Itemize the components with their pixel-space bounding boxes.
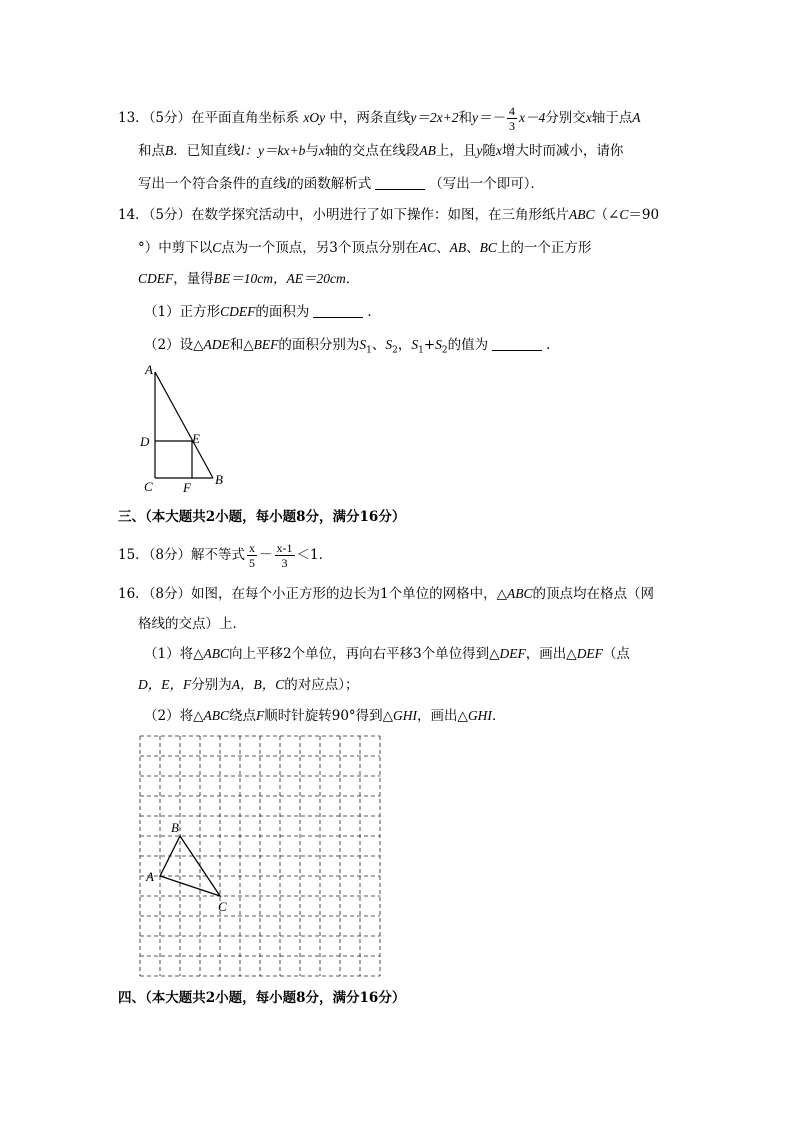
grid-label-c: C — [218, 899, 227, 914]
answer-blank[interactable] — [313, 303, 363, 318]
segment-ab: AB — [419, 143, 436, 158]
q13-fraction — [507, 104, 517, 133]
q16-text: （2）将△ — [144, 708, 204, 724]
triangle-abc: ABC — [203, 646, 229, 661]
var-y: y — [476, 143, 483, 158]
point-a: A — [632, 110, 641, 125]
q15-minus: － — [259, 547, 273, 563]
q13-text: 增大时而减小，请你 — [501, 143, 624, 159]
q16-grid-figure — [130, 730, 390, 980]
q14-text: 和△ — [229, 337, 254, 353]
q14-sub2 — [144, 335, 560, 361]
label-b: B — [215, 472, 223, 487]
grid-label-a: A — [146, 869, 154, 884]
q13-text: 在平面直角坐标系 — [191, 110, 300, 126]
triangle-abc: ABC — [507, 586, 533, 601]
q15-line — [118, 540, 332, 570]
q14-line2 — [138, 238, 591, 258]
label-c: C — [144, 479, 153, 494]
segment-ae: AE — [286, 271, 303, 286]
section-3-title: 三、（本大题共2小题，每小题8分，满分16分） — [118, 509, 406, 525]
triangle-def: DEF — [576, 646, 603, 661]
q16-sub2 — [144, 706, 505, 726]
q13-line2-eq-suffix: x－4 — [518, 110, 546, 125]
q14-value: ＝20cm． — [303, 271, 360, 286]
q16-text: ，画出△ — [525, 646, 577, 662]
q13-text: 上，且 — [435, 143, 477, 159]
var-s: S — [359, 337, 367, 352]
q14-text: ． — [546, 337, 560, 353]
label-d: D — [140, 434, 150, 449]
q16-sub1 — [144, 644, 630, 664]
q15-rhs: ＜1． — [296, 547, 333, 563]
q14-sub1 — [144, 302, 381, 322]
triangle-bef: BEF — [253, 337, 279, 352]
var-l: l — [286, 176, 291, 191]
q13-line1 — [118, 104, 640, 133]
triangle-ghi: GHI — [467, 708, 492, 723]
var-s: S — [435, 337, 442, 352]
q16-text: 顺时针旋转90°得到△ — [264, 708, 394, 724]
q13-text: ．已知直线 — [173, 143, 241, 159]
q13-text: 分别交 — [545, 110, 586, 126]
segment-bc: BC — [479, 240, 497, 255]
var-l: l： — [240, 143, 259, 158]
segment-ac: AC — [418, 240, 437, 255]
q14-text: 、 — [436, 240, 450, 256]
q16-text: 分别为 — [191, 677, 232, 693]
q14-line1 — [118, 205, 659, 225]
frac-den: 3 — [281, 556, 288, 570]
q13-text: 与 — [305, 143, 319, 159]
q13-line3 — [138, 174, 544, 194]
q16-text: ，画出△ — [417, 708, 468, 724]
q13-text: （写出一个即可）． — [429, 176, 545, 192]
q16-text: （1）将△ — [144, 646, 204, 662]
q13-line2-eq: y＝－ — [471, 110, 505, 125]
q14-text: 的面积分别为 — [278, 337, 360, 353]
triangle-def: DEF — [499, 646, 526, 661]
q16-text: 向上平移2个单位，再向右平移3个单位得到△ — [228, 646, 500, 662]
q14-text: 点为一个顶点，另3个顶点分别在 — [221, 240, 419, 256]
q15-score: （8分） — [148, 547, 192, 563]
q15-text: 解不等式 — [191, 547, 246, 563]
q13-text: 轴于点 — [591, 110, 633, 126]
frac-num: 4 — [508, 104, 515, 118]
q13-number: 13． — [118, 110, 149, 126]
q14-text: （1）正方形 — [144, 304, 221, 320]
q14-line3 — [138, 269, 359, 289]
var-x: x — [585, 110, 592, 125]
answer-blank[interactable] — [492, 336, 542, 351]
q15-fraction-2 — [275, 541, 295, 570]
q13-text: 轴的交点在线段 — [324, 143, 420, 159]
point-c: C — [212, 240, 222, 255]
q13-xoy: xOy — [303, 110, 326, 125]
segment-be: BE — [213, 271, 231, 286]
triangle-ghi: GHI — [393, 708, 418, 723]
segment-ab: AB — [449, 240, 467, 255]
q16-number: 16． — [118, 586, 149, 602]
q14-value: ＝10cm， — [230, 271, 287, 286]
subscript: 2 — [441, 345, 448, 356]
q14-text: ，量得 — [173, 271, 214, 287]
q15-fraction-1 — [247, 541, 257, 570]
subscript: 1 — [366, 345, 372, 356]
q13-line1-eq: y＝2x+2 — [410, 110, 459, 125]
q16-line2: 格线的交点）上． — [138, 616, 246, 632]
q16-text: 如图，在每个小正方形的边长为1个单位的网格中，△ — [191, 586, 508, 602]
point-c: C — [619, 207, 629, 222]
side-ab — [155, 372, 213, 478]
point-f: F — [255, 708, 265, 723]
answer-blank[interactable] — [375, 175, 425, 190]
triangle-abc: ABC — [203, 708, 229, 723]
triangle-ade: ADE — [203, 337, 230, 352]
q14-score: （5分） — [148, 207, 192, 223]
frac-den: 5 — [249, 556, 256, 570]
square-cdef: CDEF — [220, 304, 256, 319]
q13-text: 中，两条直线 — [329, 110, 411, 126]
subscript: 2 — [392, 345, 398, 356]
points-abc: A，B，C — [231, 677, 285, 692]
var-s: S — [411, 337, 419, 352]
var-s: S — [385, 337, 393, 352]
q16-text: ． — [491, 708, 506, 724]
q14-text: + — [423, 337, 436, 353]
q14-text: 、 — [371, 337, 386, 353]
q14-text: °）中剪下以 — [138, 240, 213, 256]
q16-text: 的顶点均在格点（网 — [532, 586, 655, 602]
frac-num: x-1 — [276, 541, 293, 555]
q14-text: 的值为 — [447, 337, 489, 353]
q13-text: 和 — [458, 110, 472, 126]
var-x: x — [318, 143, 325, 158]
square-cdef: CDEF — [138, 271, 174, 286]
label-a: A — [145, 362, 153, 377]
q14-triangle-figure — [135, 360, 235, 500]
points-def: D，E，F — [138, 677, 192, 692]
label-f: F — [183, 480, 191, 495]
q13-text: 的函数解析式 — [290, 176, 372, 192]
point-b: B — [165, 143, 174, 158]
q15-number: 15． — [118, 547, 149, 563]
q16-line1 — [118, 584, 654, 604]
q13-text: 写出一个符合条件的直线 — [138, 176, 287, 192]
q16-score: （8分） — [148, 586, 192, 602]
subscript: 1 — [418, 345, 424, 356]
var-x: x — [495, 143, 502, 158]
q13-text: 随 — [482, 143, 496, 159]
section-4-title: 四、（本大题共2小题，每小题8分，满分16分） — [118, 990, 406, 1006]
q16-text: 的对应点）； — [284, 677, 359, 693]
q14-number: 14． — [118, 207, 149, 223]
q14-text: 在数学探究活动中，小明进行了如下操作：如图，在三角形纸片 — [191, 207, 570, 223]
frac-den: 3 — [508, 119, 515, 133]
q14-text: （2）设△ — [144, 337, 204, 353]
q13-score: （5分） — [148, 110, 192, 126]
q14-text: （∠ — [594, 207, 620, 223]
triangle-abc-shape — [160, 836, 220, 896]
q16-sub1-line2 — [138, 675, 359, 695]
q16-text: （点 — [602, 646, 630, 662]
q14-text: 、 — [466, 240, 480, 256]
grid-label-b: B — [171, 820, 179, 835]
grid-lines — [140, 736, 380, 976]
q14-text: 上的一个正方形 — [496, 240, 592, 256]
q14-text: ． — [367, 304, 381, 320]
frac-num: x — [249, 541, 256, 555]
q14-text: ， — [397, 337, 412, 353]
label-e: E — [192, 431, 200, 446]
q13-text: 和点 — [138, 143, 165, 159]
q13-l-eq: y＝kx+b — [258, 143, 306, 158]
q14-text: ＝90 — [628, 207, 660, 223]
q16-text: 绕点 — [228, 708, 256, 724]
q13-line2 — [138, 141, 623, 161]
triangle-abc: ABC — [569, 207, 595, 222]
q14-text: 的面积为 — [255, 304, 310, 320]
